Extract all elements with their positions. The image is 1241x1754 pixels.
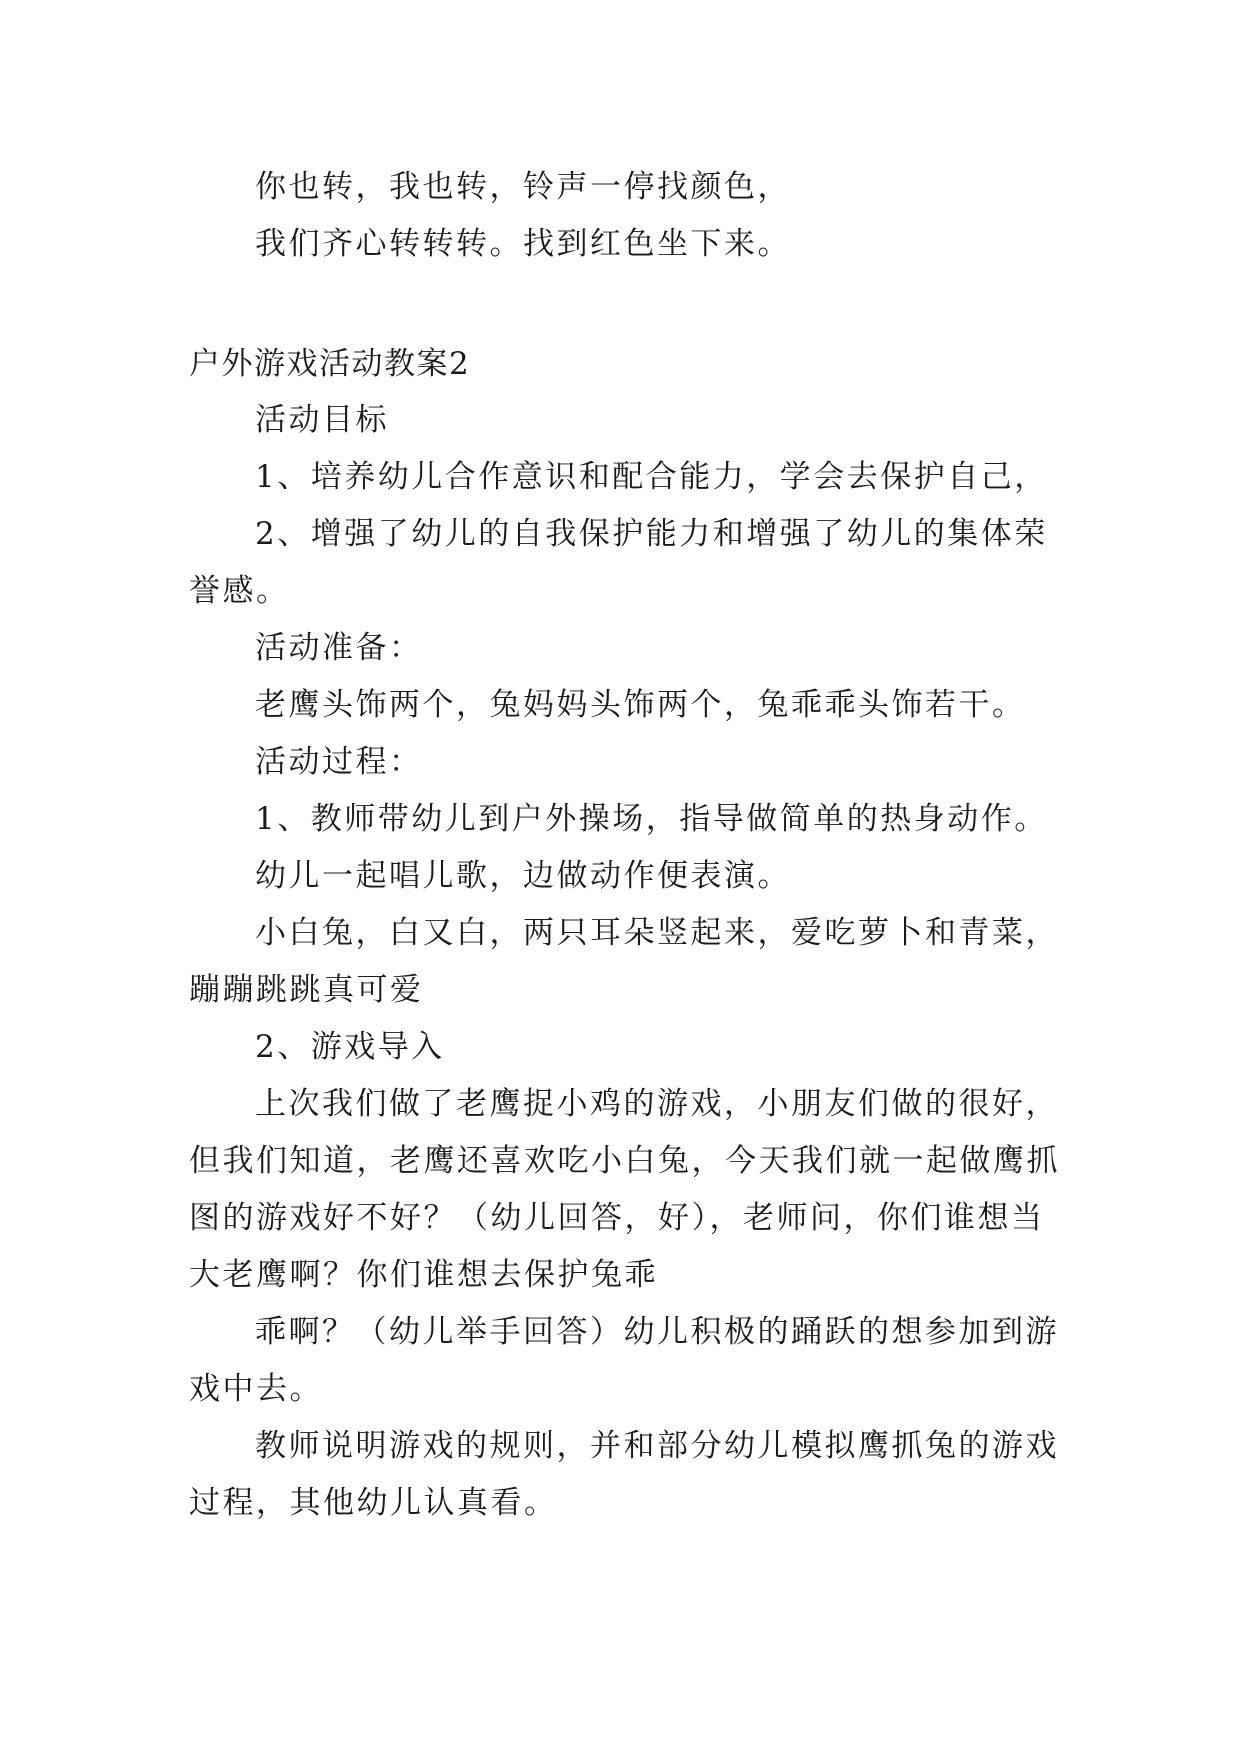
text-line: 我们齐心转转转。找到红色坐下来。 (255, 226, 791, 262)
text-line: 活动目标 (255, 402, 389, 438)
text-line: 老鹰头饰两个，兔妈妈头饰两个，兔乖乖头饰若干。 (255, 687, 1026, 723)
text-line: 过程，其他幼儿认真看。 (189, 1485, 558, 1521)
text-line: 幼儿一起唱儿歌，边做动作便表演。 (255, 858, 791, 894)
text-line: 大老鹰啊？你们谁想去保护兔乖 (189, 1257, 658, 1293)
text-line: 上次我们做了老鹰捉小鸡的游戏，小朋友们做的很好， (255, 1086, 1059, 1122)
text-line: 教师说明游戏的规则，并和部分幼儿模拟鹰抓兔的游戏 (255, 1428, 1059, 1464)
text-line: 2、增强了幼儿的自我保护能力和增强了幼儿的集体荣 (255, 516, 1048, 552)
text-line: 1、培养幼儿合作意识和配合能力，学会去保护自己， (255, 459, 1048, 495)
text-line: 你也转，我也转，铃声一停找颜色， (255, 169, 791, 205)
text-line: 活动过程： (255, 744, 423, 780)
section-title: 户外游戏活动教案2 (189, 346, 471, 382)
text-line: 小白兔，白又白，两只耳朵竖起来，爱吃萝卜和青菜， (255, 915, 1059, 951)
text-line: 图的游戏好不好？（幼儿回答，好），老师问，你们谁想当 (189, 1200, 1045, 1236)
text-line: 但我们知道，老鹰还喜欢吃小白兔，今天我们就一起做鹰抓 (189, 1143, 1060, 1179)
text-line: 乖啊？（幼儿举手回答）幼儿积极的踊跃的想参加到游 (255, 1314, 1059, 1350)
text-line: 1、教师带幼儿到户外操场，指导做简单的热身动作。 (255, 801, 1048, 837)
text-line: 活动准备： (255, 630, 423, 666)
text-line: 蹦蹦跳跳真可爱 (189, 972, 424, 1008)
text-line: 誉感。 (189, 573, 290, 609)
text-line: 戏中去。 (189, 1371, 323, 1407)
text-line: 2、游戏导入 (255, 1029, 445, 1065)
